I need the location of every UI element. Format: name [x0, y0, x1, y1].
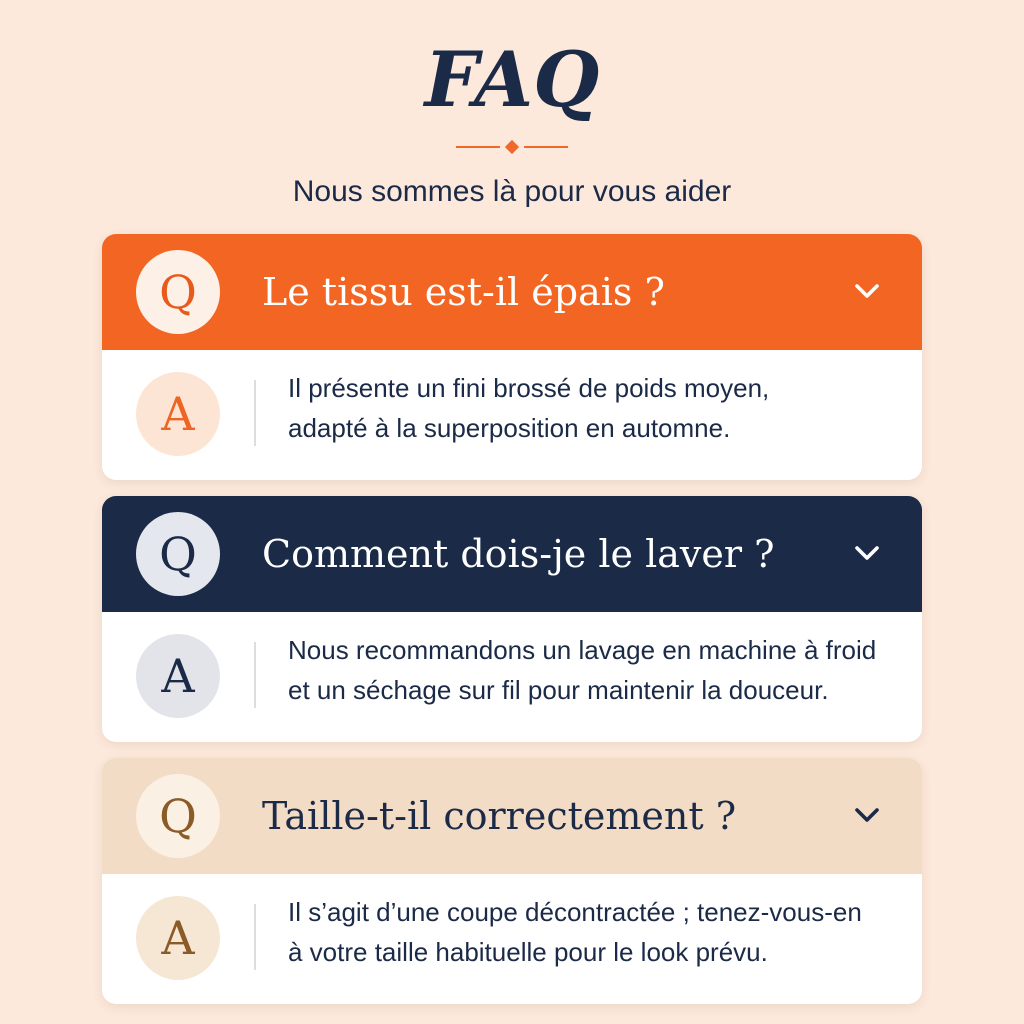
- answer-line: et un séchage sur fil pour maintenir la douceur.: [288, 675, 829, 705]
- answer-line: Il présente un fini brossé de poids moyen,: [288, 373, 770, 403]
- faq-item: [102, 234, 922, 480]
- answer-line: à votre taille habituelle pour le look prévu.: [288, 937, 768, 967]
- answer-divider: [254, 380, 256, 446]
- answer-divider: [254, 642, 256, 708]
- chevron-down-icon[interactable]: [852, 542, 882, 564]
- faq-item: [102, 496, 922, 742]
- chevron-down-icon[interactable]: [852, 280, 882, 302]
- faq-question-text: Comment dois-je le laver ?: [262, 532, 775, 576]
- divider-line-right: [524, 146, 568, 148]
- faq-answer-text: [288, 630, 908, 710]
- faq-question-toggle[interactable]: [102, 758, 922, 874]
- faq-answer: [102, 350, 922, 480]
- answer-line: Nous recommandons un lavage en machine à froid: [288, 635, 877, 665]
- question-badge: Q: [136, 250, 220, 334]
- diamond-icon: [505, 140, 519, 154]
- faq-answer-text: [288, 368, 908, 448]
- answer-badge: A: [136, 896, 220, 980]
- faq-answer: [102, 874, 922, 1004]
- page-subtitle: Nous sommes là pour vous aider: [292, 175, 732, 208]
- title-divider: [456, 140, 568, 154]
- faq-answer-text: [288, 892, 908, 972]
- divider-line-left: [456, 146, 500, 148]
- page-title: FAQ: [424, 35, 600, 124]
- faq-answer: [102, 612, 922, 742]
- faq-question-toggle[interactable]: [102, 496, 922, 612]
- faq-item: [102, 758, 922, 1004]
- faq-question-text: Le tissu est-il épais ?: [262, 270, 665, 314]
- answer-badge: A: [136, 634, 220, 718]
- faq-question-text: Taille-t-il correctement ?: [262, 794, 737, 838]
- answer-line: adapté à la superposition en automne.: [288, 413, 731, 443]
- chevron-down-icon[interactable]: [852, 804, 882, 826]
- answer-badge: A: [136, 372, 220, 456]
- question-badge: Q: [136, 774, 220, 858]
- answer-divider: [254, 904, 256, 970]
- faq-question-toggle[interactable]: [102, 234, 922, 350]
- answer-line: Il s’agit d’une coupe décontractée ; tenez-vous-en: [288, 897, 862, 927]
- question-badge: Q: [136, 512, 220, 596]
